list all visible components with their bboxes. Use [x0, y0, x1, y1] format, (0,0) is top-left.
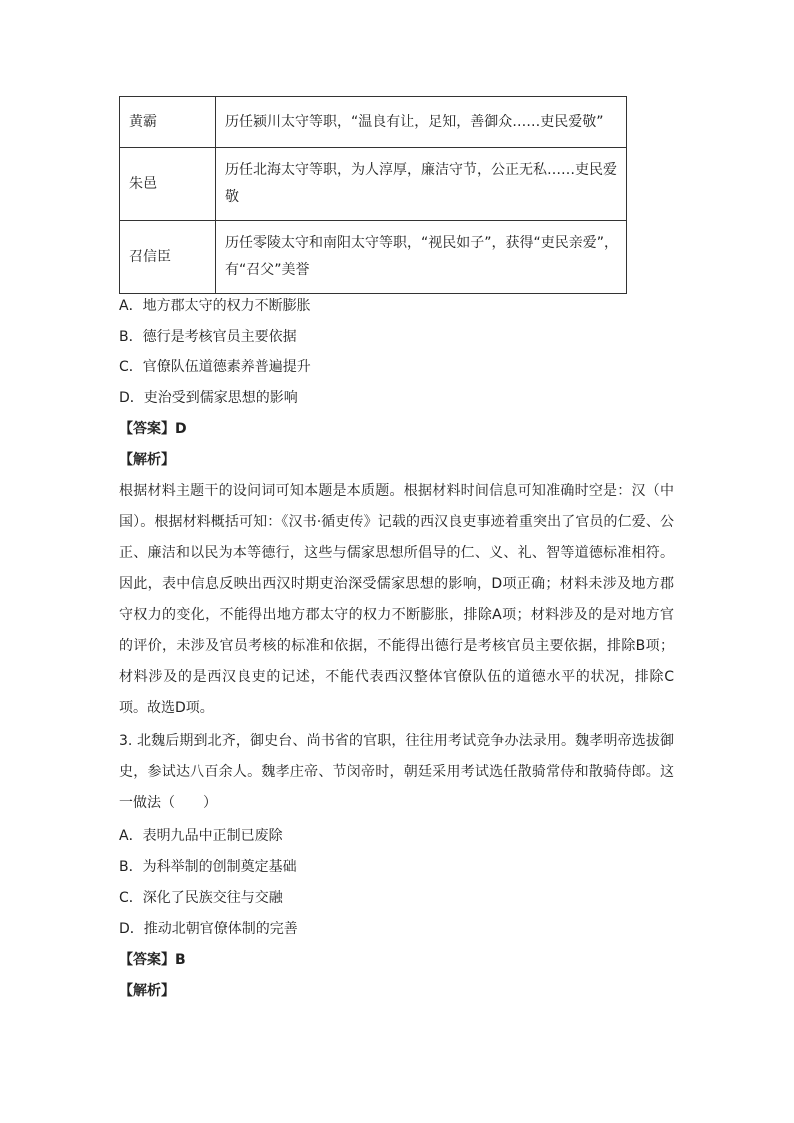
answer-label: 【答案】D	[119, 421, 187, 437]
option-c: C．深化了民族交往与交融	[119, 890, 283, 906]
option-d: D．吏治受到儒家思想的影响	[119, 390, 298, 406]
table-cell-desc: 历任零陵太守和南阳太守等职，“视民如子”，获得“吏民亲爱”，有“召父”美誉	[216, 221, 627, 294]
option-b: B．德行是考核官员主要依据	[119, 329, 297, 345]
table-cell-desc: 历任颍川太守等职，“温良有让，足知，善御众……吏民爱敬”	[216, 97, 627, 148]
answer-label: 【答案】B	[119, 952, 186, 968]
table-cell-name: 朱邑	[120, 148, 216, 221]
table-row	[120, 148, 627, 221]
table-row	[120, 221, 627, 294]
question-3-stem: 3. 北魏后期到北齐，御史台、尚书省的官职，往往用考试竞争办法录用。魏孝明帝选拔御史，参试达八百余人。魏孝庄帝、节闵帝时，朝廷采用考试选任散骑常侍和散骑侍郎。这一做法（ ）	[119, 733, 674, 811]
table-cell-name: 黄霸	[120, 97, 216, 148]
table-cell-desc: 历任北海太守等职，为人淳厚，廉洁守节，公正无私……吏民爱敬	[216, 148, 627, 221]
analysis-label: 【解析】	[119, 983, 175, 999]
table-cell-name: 召信臣	[120, 221, 216, 294]
option-c: C．官僚队伍道德素养普遍提升	[119, 359, 311, 375]
material-table	[119, 96, 627, 294]
table-row	[120, 97, 627, 148]
option-b: B．为科举制的创制奠定基础	[119, 859, 297, 875]
analysis-label: 【解析】	[119, 452, 175, 468]
option-a: A．表明九品中正制已废除	[119, 828, 283, 844]
option-a: A．地方郡太守的权力不断膨胀	[119, 298, 311, 314]
analysis-text: 根据材料主题干的设问词可知本题是本质题。根据材料时间信息可知准确时空是：汉（中国）。根据材料概括可知：《汉书·循吏传》记载的西汉良吏事迹着重突出了官员的仁爱、公正、廉洁和以民为本等德行，这些与儒家思想所倡导的仁、义、礼、智等道德标准相符。因此，表中信息反映出西汉时期吏治深受儒家思想的影响，D项正确；材料未涉及地方郡守权力的变化，不能得出地方郡太守的权力不断膨胀，排除A项；材料涉及的是对地方官的评价，未涉及官员考核的标准和依据，不能得出德行是考核官员主要依据，排除B项；材料涉及的是西汉良吏的记述，不能代表西汉整体官僚队伍的道德水平的状况，排除C项。故选D项。	[119, 483, 674, 716]
option-d: D．推动北朝官僚体制的完善	[119, 921, 298, 937]
